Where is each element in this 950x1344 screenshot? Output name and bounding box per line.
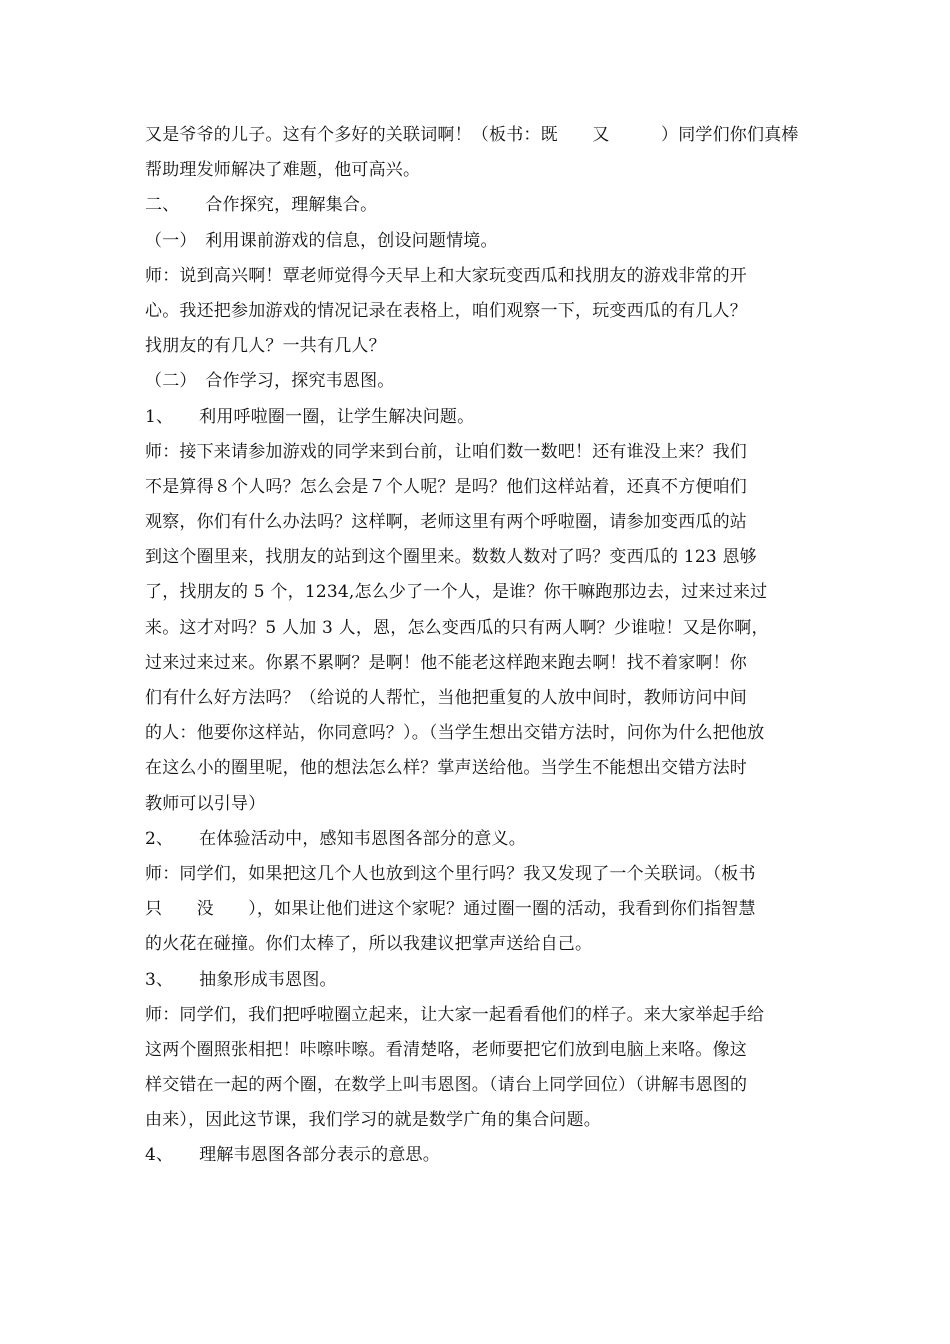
numbered-heading: 4、 理解韦恩图各部分表示的意思。 — [145, 1145, 440, 1166]
text-line: 了，找朋友的 5 个，1234,怎么少了一个人，是谁？你干嘛跑那边去，过来过来过 — [145, 582, 768, 603]
text-line: 由来），因此这节课，我们学习的就是数学广角的集合问题。 — [145, 1110, 601, 1131]
text-line: 样交错在一起的两个圈，在数学上叫韦恩图。（请台上同学回位）（讲解韦恩图的 — [145, 1075, 748, 1096]
text-line: 不是算得８个人吗？怎么会是７个人呢？是吗？他们这样站着，还真不方便咱们 — [145, 476, 747, 497]
subsection-heading: （一） 利用课前游戏的信息，创设问题情境。 — [145, 230, 498, 251]
text-line: 来。这才对吗？5 人加 3 人，恩，怎么变西瓜的只有两人啊？少谁啦！又是你啊， — [145, 617, 769, 638]
document-body — [145, 118, 810, 1174]
numbered-heading: 2、 在体验活动中，感知韦恩图各部分的意义。 — [145, 828, 526, 849]
text-line: 帮助理发师解决了难题，他可高兴。 — [145, 160, 421, 181]
text-line: 师：接下来请参加游戏的同学来到台前，让咱们数一数吧！还有谁没上来？我们 — [145, 441, 747, 462]
text-line: 在这么小的圈里呢，他的想法怎么样？掌声送给他。当学生不能想出交错方法时 — [145, 758, 747, 779]
text-line: 心。我还把参加游戏的情况记录在表格上，咱们观察一下，玩变西瓜的有几人？ — [145, 300, 747, 321]
text-line: 又是爷爷的儿子。这有个多好的关联词啊！（板书：既 又 ）同学们你们真棒 — [145, 125, 799, 145]
text-line: 的人：他要你这样站，你同意吗？）。（当学生想出交错方法时，问你为什么把他放 — [145, 723, 765, 744]
text-line: 师：同学们，如果把这几个人也放到这个里行吗？我又发现了一个关联词。（板书 — [145, 863, 756, 884]
text-line: 师：说到高兴啊！覃老师觉得今天早上和大家玩变西瓜和找朋友的游戏非常的开 — [145, 265, 747, 286]
text-line: 只 没 ），如果让他们进这个家呢？通过圈一圈的活动，我看到你们指智慧 — [145, 899, 756, 920]
text-line: 观察，你们有什么办法吗？这样啊，老师这里有两个呼啦圈，请参加变西瓜的站 — [145, 512, 747, 533]
text-line: 的火花在碰撞。你们太棒了，所以我建议把掌声送给自己。 — [145, 934, 593, 955]
text-line: 到这个圈里来，找朋友的站到这个圈里来。数数人数对了吗？变西瓜的 123 恩够 — [145, 547, 757, 568]
text-line: 们有什么好方法吗？（给说的人帮忙，当他把重复的人放中间时，教师访问中间 — [145, 688, 747, 708]
text-line: 教师可以引导） — [145, 793, 266, 814]
text-line: 这两个圈照张相把！咔嚓咔嚓。看清楚咯，老师要把它们放到电脑上来咯。像这 — [145, 1039, 747, 1060]
numbered-heading: 3、 抽象形成韦恩图。 — [145, 969, 337, 990]
text-line: 过来过来过来。你累不累啊？是啊！他不能老这样跑来跑去啊！找不着家啊！你 — [145, 652, 747, 673]
text-line: 找朋友的有几人？一共有几人？ — [145, 336, 386, 357]
numbered-heading: 1、 利用呼啦圈一圈，让学生解决问题。 — [145, 406, 475, 427]
subsection-heading: （二） 合作学习，探究韦恩图。 — [145, 371, 395, 392]
text-line: 师：同学们，我们把呼啦圈立起来，让大家一起看看他们的样子。来大家举起手给 — [145, 1004, 765, 1025]
section-heading: 二、 合作探究，理解集合。 — [145, 195, 378, 216]
